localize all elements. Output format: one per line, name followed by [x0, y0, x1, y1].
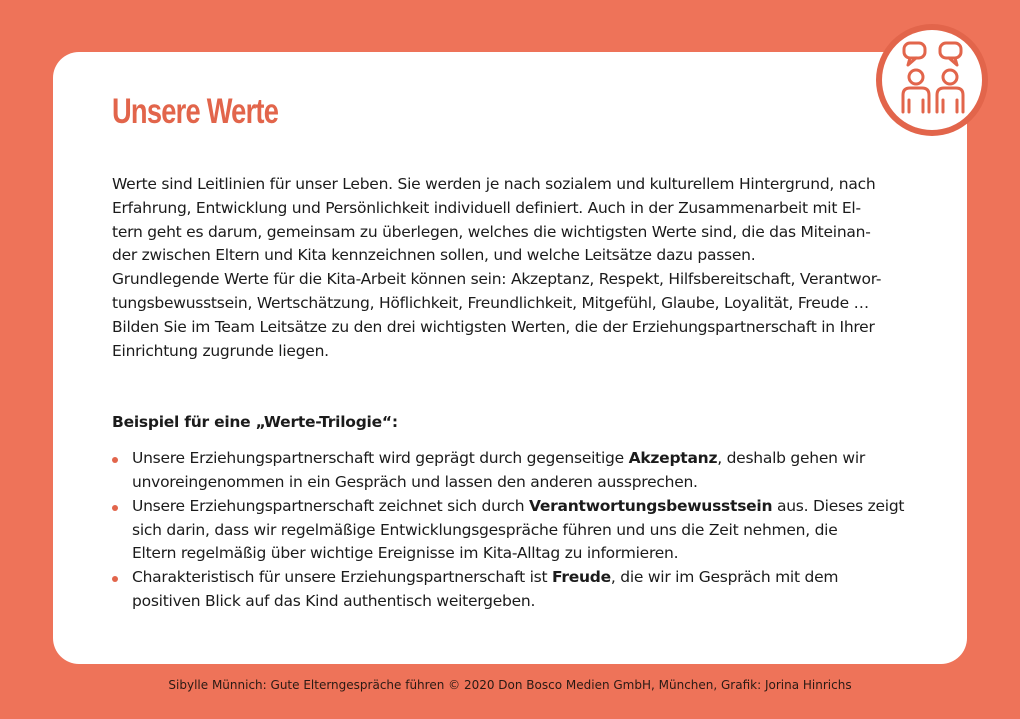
list-item: [112, 447, 932, 495]
intro-line: Bilden Sie im Team Leitsätze zu den drei wichtigsten Werten, die der Erziehungspartnerschaft in Ihrer: [112, 317, 875, 336]
bullet-dot: [112, 576, 118, 582]
intro-line: tern geht es darum, gemeinsam zu überlegen, welches die wichtigsten Werte sind, die das Miteinan-: [112, 222, 871, 241]
value-keyword: Akzeptanz: [628, 449, 718, 468]
value-keyword: Freude: [551, 568, 611, 587]
bullet-line: sich darin, dass wir regelmäßige Entwicklungsgespräche führen und uns die Zeit nehmen, die: [132, 520, 838, 539]
bullet-dot: [112, 457, 118, 463]
bullet-line: unvoreingenommen in ein Gespräch und lassen den anderen aussprechen.: [132, 472, 698, 491]
intro-line: Erfahrung, Entwicklung und Persönlichkeit individuell definiert. Auch in der Zusammenarbeit mit El-: [112, 198, 861, 217]
badge: [874, 22, 990, 138]
page-title: Unsere Werte: [112, 92, 279, 131]
example-heading: Beispiel für eine „Werte-Trilogie“:: [112, 413, 398, 432]
bullet-line: Unsere Erziehungspartnerschaft wird geprägt durch gegenseitige Akzeptanz, deshalb gehen wir: [132, 449, 866, 468]
conversation-people-icon: [874, 22, 990, 138]
list-item: [112, 495, 932, 566]
footer-credit: Sibylle Münnich: Gute Elterngespräche führen © 2020 Don Bosco Medien GmbH, München, Grafik: Jorina Hinrichs: [168, 678, 852, 692]
intro-line: der zwischen Eltern und Kita kennzeichnen sollen, und welche Leitsätze dazu passen.: [112, 246, 756, 265]
bullet-line: positiven Blick auf das Kind authentisch weitergeben.: [132, 591, 536, 610]
body-text: [112, 173, 932, 614]
values-list: [112, 447, 932, 614]
list-item: [112, 566, 932, 614]
intro-line: Grundlegende Werte für die Kita-Arbeit können sein: Akzeptanz, Respekt, Hilfsbereitschaft, Verantwor-: [112, 270, 882, 289]
intro-line: tungsbewusstsein, Wertschätzung, Höflichkeit, Freundlichkeit, Mitgefühl, Glaube, Loyalität, Freude …: [112, 293, 869, 312]
bullet-line: Eltern regelmäßig über wichtige Ereignisse im Kita-Alltag zu informieren.: [132, 544, 679, 563]
bullet-dot: [112, 505, 118, 511]
intro-line: Einrichtung zugrunde liegen.: [112, 341, 329, 360]
intro-paragraph: [112, 173, 932, 363]
intro-line: Werte sind Leitlinien für unser Leben. Sie werden je nach sozialem und kulturellem Hintergrund, nach: [112, 175, 876, 193]
bullet-line: Unsere Erziehungspartnerschaft zeichnet sich durch Verantwortungsbewusstsein aus. Dieses zeigt: [132, 496, 905, 515]
value-keyword: Verantwortungsbewusstsein: [529, 496, 773, 515]
bullet-line: Charakteristisch für unsere Erziehungspartnerschaft ist Freude, die wir im Gespräch mit dem: [132, 568, 839, 587]
